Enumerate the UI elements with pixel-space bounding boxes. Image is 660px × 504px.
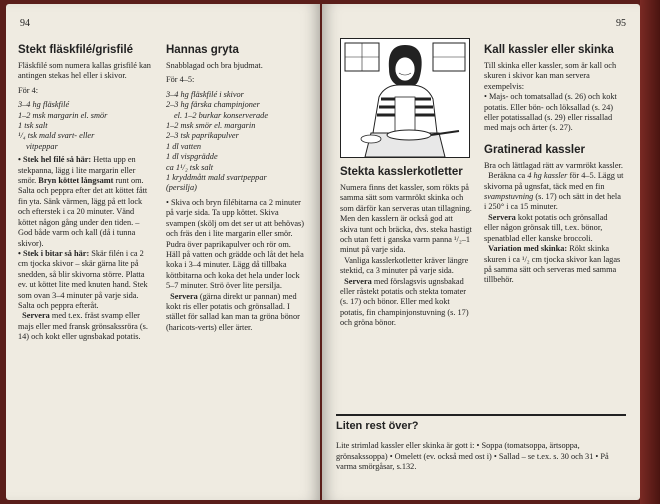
ingredient: 1 dl vispgrädde bbox=[166, 152, 218, 162]
variation-text: Rökt skinka skuren i ca ¹/₂ cm tjocka skivor kan lagas på samma sätt och serveras med samma tillbehör. bbox=[484, 244, 621, 285]
recipe-hannas-gryta bbox=[166, 44, 306, 333]
recipe-title: Stekta kasslerkotletter bbox=[340, 166, 463, 178]
recipe-kall-kassler bbox=[484, 44, 624, 286]
left-page bbox=[6, 4, 320, 500]
method-emphasis: 4 hg kassler bbox=[527, 171, 568, 181]
serving-bullet: • Majs- och tomatsallad (s. 26) och kokt potatis. Eller bön- och löksallad (s. 24) eller potatissallad (s. 29) eller rissallad med majs och ärter (s. 27). bbox=[484, 92, 617, 133]
ingredient: 1 tsk salt bbox=[18, 121, 48, 131]
serve-label: Servera bbox=[22, 311, 50, 321]
method-text: för 4–5. Lägg ut skivorna på ugnsfat, täck med en fin bbox=[484, 171, 624, 191]
method-text: runt om. Salta och peppra efter det att köttet fått fin yta. Sänk värmen, lägg på ett lock och efterstek i ca 20 minuter. Vänd köttet någon gång under den tiden. – God både varm och kall (då i tunna skivor). bbox=[18, 176, 148, 248]
recipe-intro: Till skinka eller kassler, som är kall och skuren i skivor kan man servera exempelvis: bbox=[484, 61, 617, 91]
serving-suggestion bbox=[18, 311, 152, 342]
variation bbox=[484, 244, 624, 286]
recipe-kasslerkotletter bbox=[340, 166, 472, 329]
ingredient: el. 1–2 burkar konserverade bbox=[174, 110, 269, 120]
tip-text: Lite strimlad kassler eller skinka är gott i: • Soppa (tomatsoppa, ärtsoppa, grönsakssoppa) • Omelett (ev. också med ost i) • Sallad – se t.ex. s. 30 och 31 • På varma smörgåsar, s.132. bbox=[336, 441, 609, 472]
method-emphasis: svampstuvning bbox=[484, 192, 534, 202]
right-page bbox=[322, 4, 640, 500]
ingredient: ¹/₄ tsk mald svart- eller bbox=[18, 131, 95, 141]
recipe-title: Gratinerad kassler bbox=[484, 143, 586, 156]
method-label: • Stek hel filé så här: bbox=[18, 155, 92, 165]
method-text: (s. 17) och sätt in det hela i 250° i ca 15 minuter. bbox=[484, 192, 621, 212]
method-label: • Stek i bitar så här: bbox=[18, 248, 90, 258]
recipe-intro: Numera finns det kassler, som rökts på samma sätt som varmrökt skinka och som därför kan serveras utan tillagning. Men den kasslern är också god att skiva tunt och bräcka, dvs. steka hastigt och utan fett i ganska varm panna ¹/₂–1 minut på varje sida. bbox=[340, 183, 472, 255]
serving-suggestion bbox=[484, 213, 624, 244]
serving-suggestion bbox=[166, 292, 306, 334]
ingredient: (persilja) bbox=[166, 183, 197, 193]
serve-text: kokt potatis och grönsallad eller någon grönsak till, t.ex. bönor, spenatblad eller kanske broccoli. bbox=[484, 212, 608, 243]
method-pieces bbox=[18, 249, 152, 311]
ingredient: 1–2 msk margarin el. smör bbox=[18, 110, 108, 120]
ingredient: 1 dl vatten bbox=[166, 141, 202, 151]
ingredient: 3–4 hg fläskfilé i skivor bbox=[166, 89, 244, 99]
tip-title: Liten rest över? bbox=[336, 420, 419, 432]
method-text: Hetta upp en stekpanna, lägg i lite margarin eller smör. bbox=[18, 155, 136, 186]
ingredient-list bbox=[166, 90, 306, 194]
ingredient: 1–2 msk smör el. margarin bbox=[166, 121, 256, 131]
page-number-left: 94 bbox=[20, 18, 30, 29]
method-text: Skär filén i ca 2 cm tjocka skivor – skär gärna lite på snedden, så blir skivorna större. Platta ev. ut köttet lite med knuten hand. Stek som ovan 3–4 minuter på varje sida. Salta och peppra efteråt. bbox=[18, 248, 148, 310]
tip-box bbox=[336, 414, 626, 481]
recipe-intro: Bra och lättlagad rätt av varmrökt kassler. bbox=[484, 160, 623, 170]
recipe-title: Stekt fläskfilé/grisfilé bbox=[18, 44, 134, 56]
ingredient: 3–4 hg fläskfilé bbox=[18, 100, 70, 110]
variation-label: Variation med skinka: bbox=[488, 244, 568, 254]
method bbox=[484, 171, 624, 213]
serve-label: Servera bbox=[488, 212, 516, 222]
page-number-right: 95 bbox=[616, 18, 626, 29]
recipe-text-body: Vanliga kasslerkotletter kräver längre stektid, ca 3 minuter på varje sida. bbox=[340, 255, 469, 276]
serving-suggestion bbox=[340, 277, 472, 329]
ingredient-list bbox=[18, 100, 152, 152]
ingredient: vitpeppar bbox=[26, 141, 58, 151]
portions: För 4: bbox=[18, 85, 39, 95]
ingredient: 2–3 tsk paprikapulver bbox=[166, 131, 239, 141]
method: • Skiva och bryn filébitarna ca 2 minuter på varje sida. Ta upp köttet. Skiva svampen (skölj om det ser ut att behövas) och fräs den i lite margarin eller smör. Pudra över paprikapulver och rör om. Häll på vatten och grädde och låt det hela koka i 3–4 minuter. Lägg då tillbaka köttbitarna och koka det hela under lock 5–7 minuter. Strö över lite persilja. bbox=[166, 197, 305, 291]
recipe-title: Kall kassler eller skinka bbox=[484, 44, 614, 56]
woman-cooking-drawing bbox=[341, 39, 469, 157]
ingredient: 1 kryddmått mald svartpeppar bbox=[166, 173, 267, 183]
serve-text: med t.ex. fräst svamp eller majs eller med fransk grönsakssröra (s. 14) och kokt eller ugnsbakad potatis. bbox=[18, 311, 148, 342]
illustration-woman-cooking bbox=[340, 38, 470, 158]
recipe-stekt-flaskfile bbox=[18, 44, 152, 343]
method-emphasis: Bryn köttet långsamt bbox=[38, 176, 114, 186]
portions: För 4–5: bbox=[166, 75, 195, 85]
recipe-title: Hannas gryta bbox=[166, 44, 239, 56]
recipe-text bbox=[340, 256, 472, 277]
method-whole bbox=[18, 155, 152, 249]
serve-text: (gärna direkt ur pannan) med kokt ris eller potatis och grönsallad. I stället för sallad kan man ta gröna bönor (haricots-verts) eller ärter. bbox=[166, 291, 300, 332]
ingredient: 2–3 hg färska champinjoner bbox=[166, 100, 260, 110]
serve-text: med förslagsvis ugnsbakad eller råstekt potatis och stekta tomater (s. 17) och bönor. Eller med kokt potatis, fin champinjonstuvning (s. 17) och gröna bönor. bbox=[340, 276, 469, 328]
serve-label: Servera bbox=[170, 291, 198, 301]
ingredient: ca 1¹/₂ tsk salt bbox=[166, 162, 214, 172]
book-cover-edge bbox=[640, 0, 660, 504]
recipe-intro: Snabblagad och bra bjudmat. bbox=[166, 61, 263, 70]
serve-label: Servera bbox=[344, 276, 372, 286]
method-text: Beräkna ca bbox=[488, 171, 528, 181]
recipe-intro: Fläskfilé som numera kallas grisfilé kan antingen stekas hel eller i skivor. bbox=[18, 61, 151, 81]
